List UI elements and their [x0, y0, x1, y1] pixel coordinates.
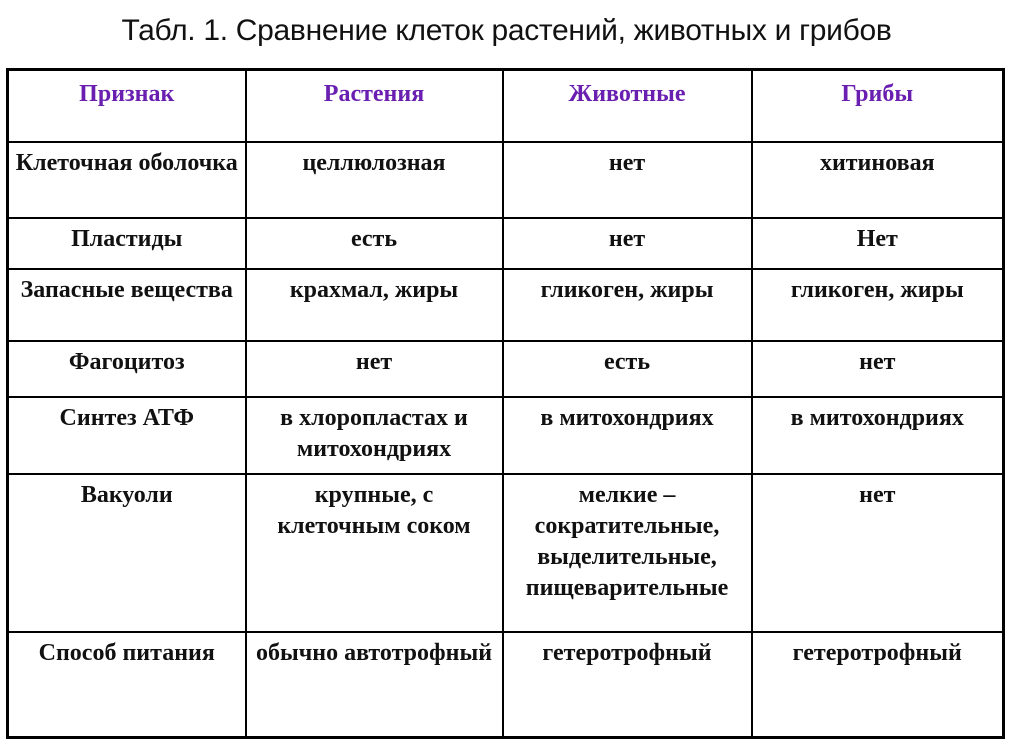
- header-cell-plants: Растения: [246, 70, 503, 142]
- table-row: [8, 632, 1004, 738]
- table-caption: Табл. 1. Сравнение клеток растений, животных и грибов: [121, 14, 892, 47]
- table-row: [8, 142, 1004, 218]
- cell-fungi: гликоген, жиры: [752, 269, 1004, 341]
- cell-animals: нет: [503, 142, 752, 218]
- cell-animals: гетеротрофный: [503, 632, 752, 738]
- cell-animals: в митохондриях: [503, 397, 752, 474]
- cell-fungi: нет: [752, 474, 1004, 632]
- cell-animals: гликоген, жиры: [503, 269, 752, 341]
- cell-plants: есть: [246, 218, 503, 269]
- cell-animals: есть: [503, 341, 752, 397]
- cell-plants: крупные, с клеточным соком: [246, 474, 503, 632]
- cell-animals: нет: [503, 218, 752, 269]
- cell-plants: в хлоропластах и митохондриях: [246, 397, 503, 474]
- table-row: [8, 218, 1004, 269]
- cell-plants: нет: [246, 341, 503, 397]
- cell-feature: Вакуоли: [8, 474, 246, 632]
- cell-feature: Пластиды: [8, 218, 246, 269]
- cell-feature: Запасные вещества: [8, 269, 246, 341]
- cell-fungi: Нет: [752, 218, 1004, 269]
- table-row: [8, 397, 1004, 474]
- header-cell-feature: Признак: [8, 70, 246, 142]
- cell-feature: Способ питания: [8, 632, 246, 738]
- header-cell-fungi: Грибы: [752, 70, 1004, 142]
- header-cell-animals: Животные: [503, 70, 752, 142]
- cell-fungi: нет: [752, 341, 1004, 397]
- table-row: [8, 474, 1004, 632]
- table-row: [8, 341, 1004, 397]
- cell-animals: мелкие – сократительные, выделительные, пищеварительные: [503, 474, 752, 632]
- table-row: [8, 269, 1004, 341]
- comparison-table: [6, 68, 1005, 739]
- cell-fungi: хитиновая: [752, 142, 1004, 218]
- cell-plants: крахмал, жиры: [246, 269, 503, 341]
- cell-fungi: гетеротрофный: [752, 632, 1004, 738]
- cell-feature: Фагоцитоз: [8, 341, 246, 397]
- cell-fungi: в митохондриях: [752, 397, 1004, 474]
- cell-plants: целлюлозная: [246, 142, 503, 218]
- cell-feature: Клеточная оболочка: [8, 142, 246, 218]
- cell-feature: Синтез АТФ: [8, 397, 246, 474]
- table-header-row: [8, 70, 1004, 142]
- cell-plants: обычно автотрофный: [246, 632, 503, 738]
